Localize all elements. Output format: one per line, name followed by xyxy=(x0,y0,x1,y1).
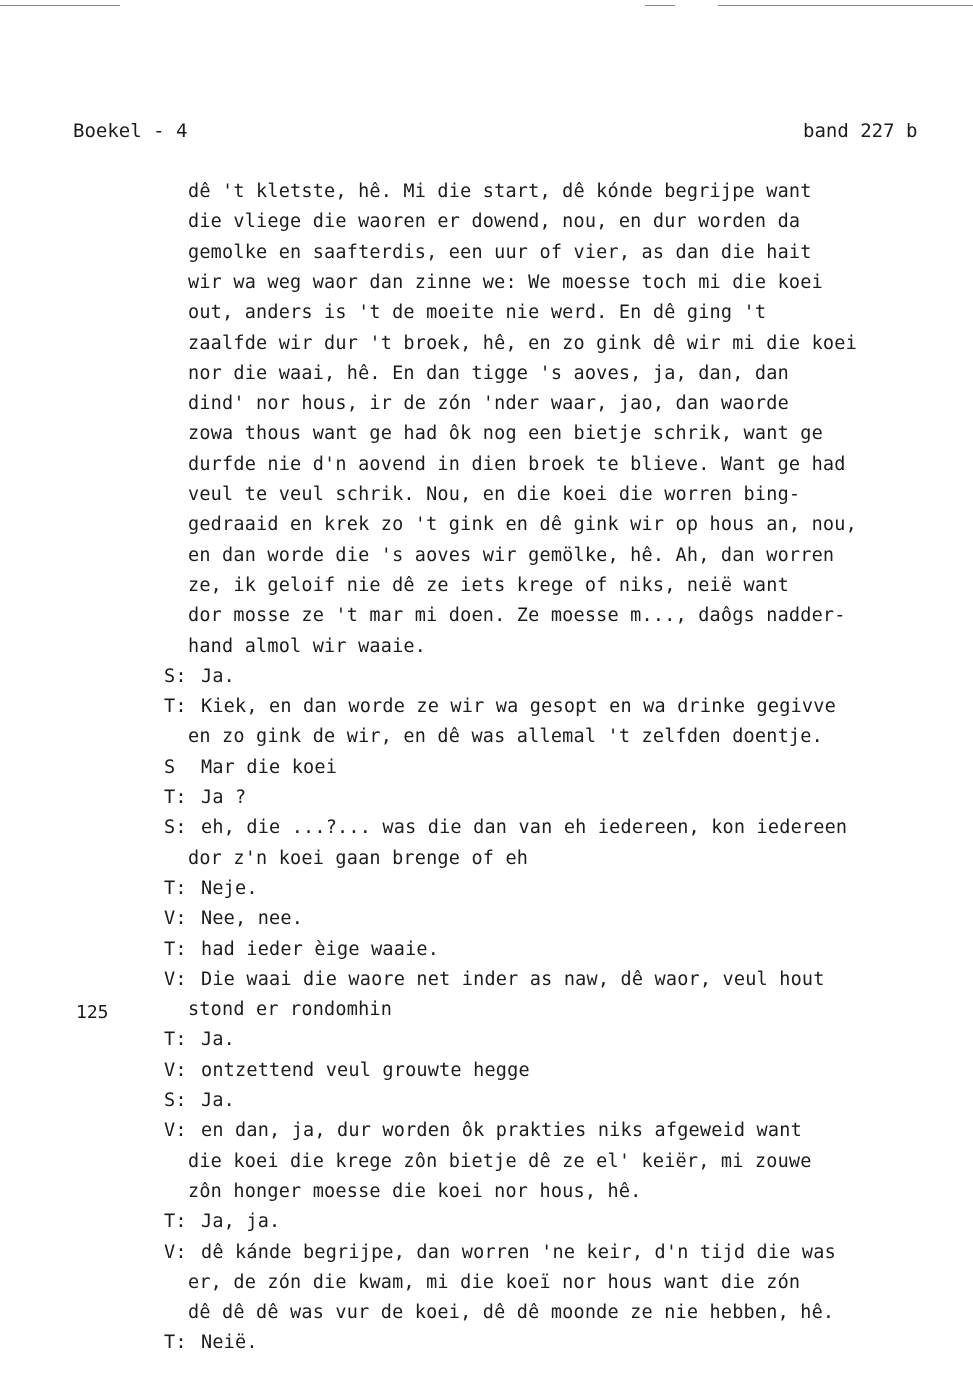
transcript-line: die vliege die waoren er dowend, nou, en dur worden da xyxy=(188,211,801,232)
transcript-line: er, de zón die kwam, mi die koeï nor hous want die zón xyxy=(188,1272,801,1293)
speaker-label: T: xyxy=(164,939,187,960)
transcript-line: Nee, nee. xyxy=(201,908,304,929)
transcript-line: zôn honger moesse die koei nor hous, hê. xyxy=(188,1181,642,1202)
transcript-line: Neië. xyxy=(201,1332,258,1353)
transcript-line: Ja, ja. xyxy=(201,1211,281,1232)
speaker-label: S: xyxy=(164,666,187,687)
transcript-line: dor z'n koei gaan brenge of eh xyxy=(188,848,529,869)
transcript-line: zowa thous want ge had ôk nog een bietje schrik, want ge xyxy=(188,423,823,444)
transcript-line: stond er rondomhin xyxy=(188,999,393,1020)
transcript-line: ze, ik geloif nie dê ze iets krege of niks, neië want xyxy=(188,575,789,596)
scan-edge-line xyxy=(645,5,675,6)
transcript-line: wir wa weg waor dan zinne we: We moesse toch mi die koei xyxy=(188,272,823,293)
transcript-line: dê dê dê was vur de koei, dê dê moonde ze nie hebben, hê. xyxy=(188,1302,835,1323)
speaker-label: V: xyxy=(164,1120,187,1141)
transcript-line: en dan, ja, dur worden ôk prakties niks afgeweid want xyxy=(201,1120,802,1141)
transcript-line: dê 't kletste, hê. Mi die start, dê kónde begrijpe want xyxy=(188,181,812,202)
transcript-line: ontzettend veul grouwte hegge xyxy=(201,1060,530,1081)
transcript-line: Ja. xyxy=(201,1090,236,1111)
margin-line-number: 125 xyxy=(76,1002,109,1023)
transcript-line: Ja. xyxy=(201,1029,236,1050)
speaker-label: V: xyxy=(164,908,187,929)
speaker-label: V: xyxy=(164,1242,187,1263)
transcript-line: eh, die ...?... was die dan van eh iedereen, kon iedereen xyxy=(201,817,848,838)
speaker-label: S: xyxy=(164,817,187,838)
transcript-line: dind' nor hous, ir de zón 'nder waar, jao, dan waorde xyxy=(188,393,789,414)
transcript-line: zaalfde wir dur 't broek, hê, en zo gink dê wir mi die koei xyxy=(188,333,857,354)
transcript-line: had ieder èige waaie. xyxy=(201,939,440,960)
speaker-label: S: xyxy=(164,1090,187,1111)
transcript-line: Mar die koei xyxy=(201,757,338,778)
transcript-line: Die waai die waore net inder as naw, dê waor, veul hout xyxy=(201,969,825,990)
transcript-line: durfde nie d'n aovend in dien broek te blieve. Want ge had xyxy=(188,454,846,475)
transcript-line: die koei die krege zôn bietje dê ze el' keiër, mi zouwe xyxy=(188,1151,812,1172)
speaker-label: T: xyxy=(164,696,187,717)
speaker-label: T: xyxy=(164,878,187,899)
transcript-line: Ja. xyxy=(201,666,236,687)
scan-edge-line xyxy=(0,5,120,6)
transcript-line: en dan worde die 's aoves wir gemölke, hê. Ah, dan worren xyxy=(188,545,835,566)
transcript-line: Kiek, en dan worde ze wir wa gesopt en wa drinke gegivve xyxy=(201,696,836,717)
transcript-line: Ja ? xyxy=(201,787,247,808)
speaker-label: V: xyxy=(164,969,187,990)
header-tape-label: band 227 b xyxy=(803,120,918,142)
transcript-line: out, anders is 't de moeite nie werd. En dê ging 't xyxy=(188,302,767,323)
transcript-line: nor die waai, hê. En dan tigge 's aoves, ja, dan, dan xyxy=(188,363,789,384)
transcript-line: dê kánde begrijpe, dan worren 'ne keir, d'n tijd die was xyxy=(201,1242,836,1263)
speaker-label: T: xyxy=(164,787,187,808)
transcript-line: dor mosse ze 't mar mi doen. Ze moesse m..., daôgs nadder- xyxy=(188,605,846,626)
transcript-line: en zo gink de wir, en dê was allemal 't zelfden doentje. xyxy=(188,726,823,747)
speaker-label: T: xyxy=(164,1332,187,1353)
header-title: Boekel - 4 xyxy=(73,120,188,142)
speaker-label: T: xyxy=(164,1211,187,1232)
scan-edge-line xyxy=(718,5,973,6)
transcript-line: Neje. xyxy=(201,878,258,899)
transcript-line: gemolke en saafterdis, een uur of vier, as dan die hait xyxy=(188,242,812,263)
speaker-label: V: xyxy=(164,1060,187,1081)
transcript-line: gedraaid en krek zo 't gink en dê gink wir op hous an, nou, xyxy=(188,514,857,535)
transcript-line: hand almol wir waaie. xyxy=(188,636,427,657)
speaker-label: T: xyxy=(164,1029,187,1050)
transcript-line: veul te veul schrik. Nou, en die koei die worren bing- xyxy=(188,484,801,505)
speaker-label: S xyxy=(164,757,176,778)
